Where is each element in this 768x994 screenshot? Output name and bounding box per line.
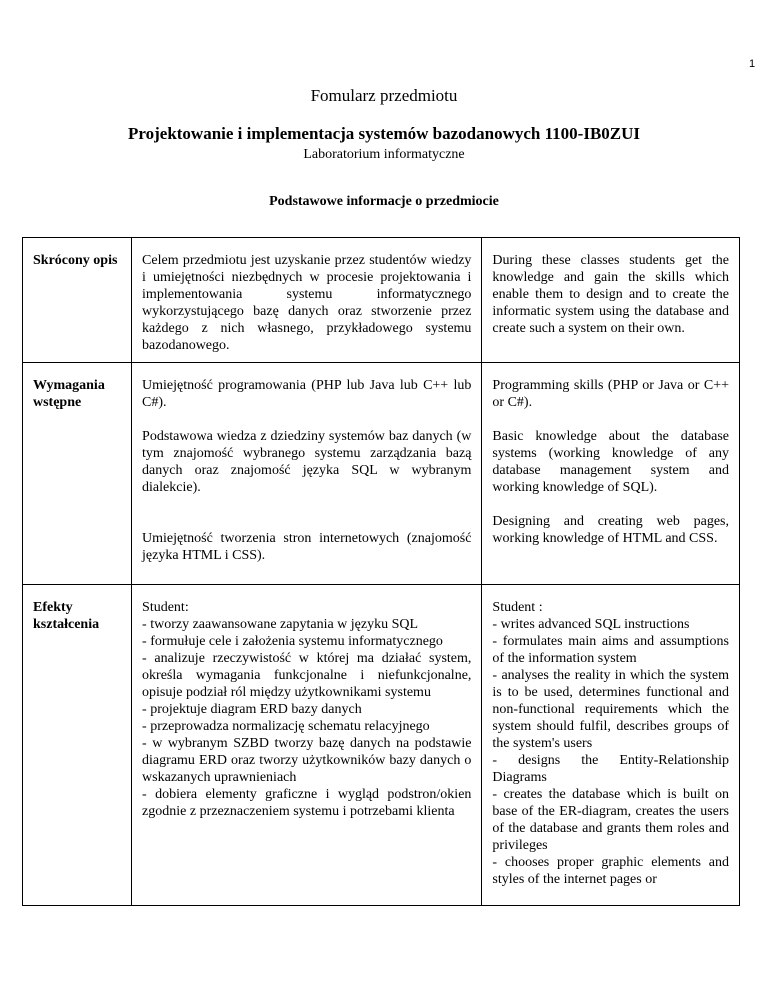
polish-outcome-item: - dobiera elementy graficzne i wygląd podstron/okien zgodnie z przeznaczeniem systemu i potrzebami klienta: [142, 787, 472, 819]
polish-text-cell: [132, 585, 481, 820]
polish-paragraph: Umiejętność programowania (PHP lub Java lub C++ lub C#).: [142, 378, 472, 410]
polish-outcome-item: - projektuje diagram ERD bazy danych: [142, 702, 362, 717]
table-row-learning-outcomes: [23, 585, 740, 906]
polish-outcome-item: - w wybranym SZBD tworzy bazę danych na podstawie diagramu ERD oraz tworzy użytkowników bazy danych o wskazanych uprawnieniach: [142, 736, 472, 785]
page-number: 1: [749, 58, 756, 70]
polish-paragraph: Celem przedmiotu jest uzyskanie przez studentów wiedzy i umiejętności niezbędnych w procesie projektowania i implementowania systemu informatycznego wykorzystującego bazę danych oraz stworzenie przez każdego z nich własnego, przykładowego systemu bazodanowego.: [142, 253, 472, 353]
subject-title: Projektowanie i implementacja systemów bazodanowych 1100-IB0ZUI: [127, 124, 641, 143]
course-info-table: [22, 237, 740, 906]
english-paragraph: Basic knowledge about the database systems (working knowledge of any database management system and working knowledge of SQL).: [492, 429, 729, 495]
english-text-cell: [482, 363, 739, 547]
english-intro: Student :: [492, 600, 543, 615]
polish-outcome-item: - analizuje rzeczywistość w której ma działać system, określa wymagania funkcjonalne i niefunkcjonalne, opisuje podział ról między użytkownikami systemu: [142, 651, 472, 700]
english-outcome-item: - creates the database which is built on base of the ER-diagram, creates the users of the database and grants them roles and privileges: [492, 787, 729, 853]
polish-paragraph: Podstawowa wiedza z dziedziny systemów baz danych (w tym znajomość wybranego systemu zarządzania bazą danych oraz znajomość języka SQL w wybranym dialekcie).: [142, 429, 472, 495]
row-label-prerequisites: Wymagania wstępne: [33, 378, 105, 410]
polish-text-cell: [132, 238, 481, 354]
polish-intro: Student:: [142, 600, 189, 615]
section-heading: Podstawowe informacje o przedmiocie: [269, 194, 499, 209]
english-paragraph: Programming skills (PHP or Java or C++ or C#).: [492, 378, 729, 410]
row-label-learning-outcomes: Efekty kształcenia: [33, 600, 100, 632]
english-outcome-item: - writes advanced SQL instructions: [492, 617, 690, 632]
row-label-short-description: Skrócony opis: [33, 253, 118, 268]
english-paragraph: Designing and creating web pages, working knowledge of HTML and CSS.: [492, 514, 729, 546]
english-outcome-item: - chooses proper graphic elements and styles of the internet pages or: [492, 855, 729, 887]
polish-outcome-item: - formułuje cele i założenia systemu informatycznego: [142, 634, 443, 649]
polish-outcome-item: - tworzy zaawansowane zapytania w języku SQL: [142, 617, 419, 632]
form-title: Fomularz przedmiotu: [310, 86, 458, 105]
english-text-cell: [482, 238, 739, 337]
polish-outcome-item: - przeprowadza normalizację schematu relacyjnego: [142, 719, 430, 734]
english-text-cell: [482, 585, 739, 888]
table-row-prerequisites: [23, 363, 740, 585]
english-outcome-item: - designs the Entity-Relationship Diagrams: [492, 753, 729, 785]
subject-subtitle: Laboratorium informatyczne: [303, 147, 465, 162]
english-outcome-item: - analyses the reality in which the system is to be used, determines functional and non-functional requirements which the system should fulfil, describes groups of the system's users: [492, 668, 729, 751]
polish-paragraph: Umiejętność tworzenia stron internetowych (znajomość języka HTML i CSS).: [142, 531, 472, 563]
polish-text-cell: [132, 363, 481, 564]
english-paragraph: During these classes students get the knowledge and gain the skills which enable them to design and to create the informatic system using the database and create such a system on their own.: [492, 253, 729, 336]
english-outcome-item: - formulates main aims and assumptions of the information system: [492, 634, 729, 666]
table-row-short-description: [23, 238, 740, 363]
